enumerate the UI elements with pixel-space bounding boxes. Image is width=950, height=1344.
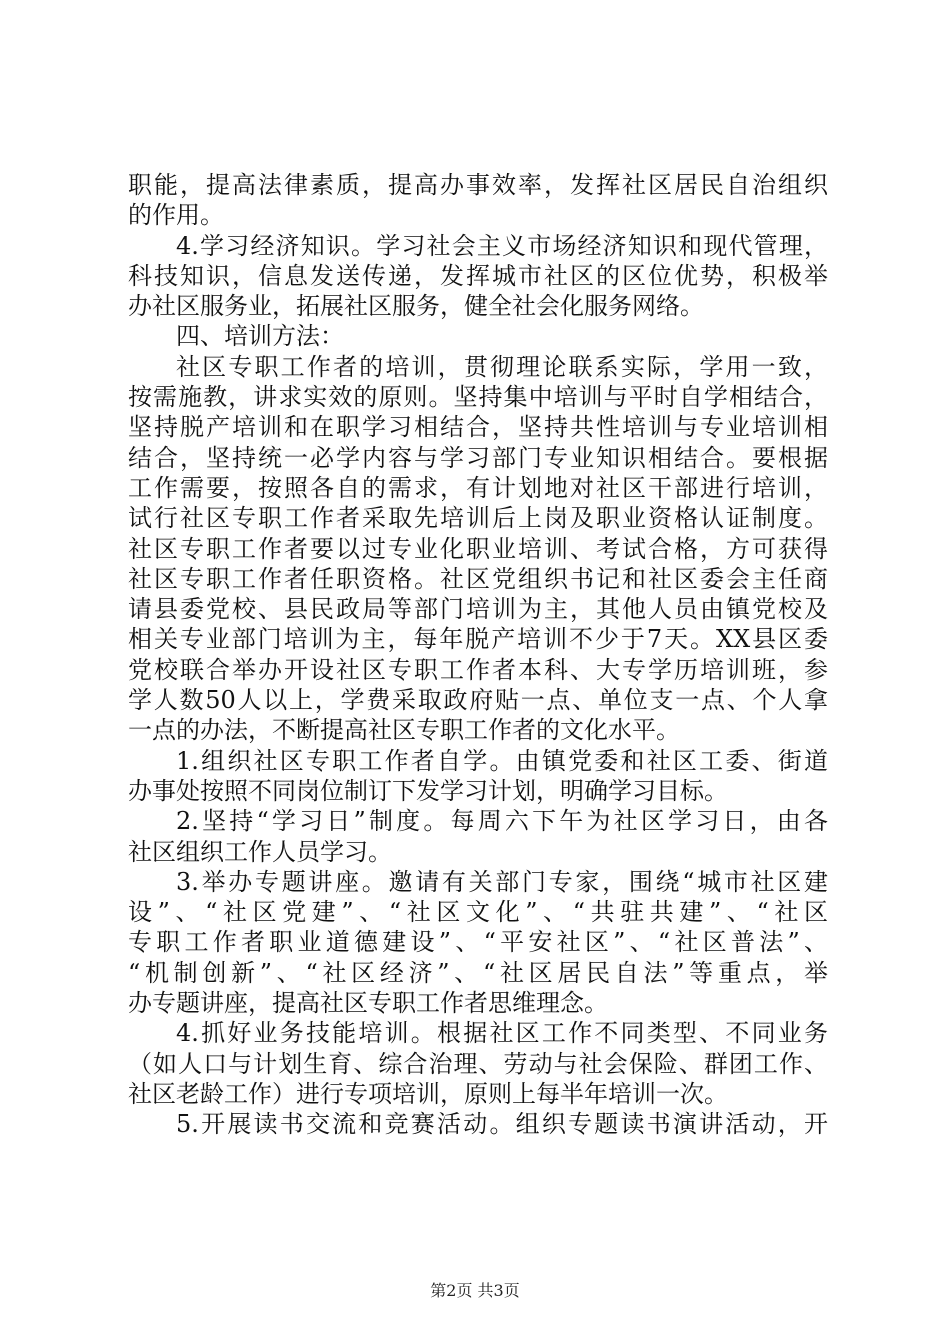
text-line: 社区老龄工作）进行专项培训，原则上每半年培训一次。 [128, 1079, 728, 1108]
text-line: 3.举办专题讲座。邀请有关部门专家，围绕“城市社区建 [176, 867, 828, 896]
text-line: 请县委党校、县民政局等部门培训为主，其他人员由镇党校及 [128, 595, 828, 624]
text-line: 1.组织社区专职工作者自学。由镇党委和社区工委、街道 [176, 746, 828, 775]
text-line: 社区专职工作者的培训，贯彻理论联系实际，学用一致， [176, 352, 828, 381]
text-line: 办事处按照不同岗位制订下发学习计划，明确学习目标。 [128, 776, 728, 805]
page-footer: 第2页 共3页 [430, 1281, 520, 1300]
text-line: 4.抓好业务技能培训。根据社区工作不同类型、不同业务 [176, 1019, 828, 1048]
body-text [128, 170, 828, 1140]
text-line: 工作需要，按照各自的需求，有计划地对社区干部进行培训， [128, 473, 828, 502]
text-line: 的作用。 [128, 201, 224, 230]
text-line: 社区专职工作者任职资格。社区党组织书记和社区委会主任商 [128, 564, 828, 593]
text-line: 专职工作者职业道德建设”、“平安社区”、“社区普法”、 [128, 928, 828, 957]
text-line: 坚持脱产培训和在职学习相结合，坚持共性培训与专业培训相 [128, 413, 828, 442]
text-line: 试行社区专职工作者采取先培训后上岗及职业资格认证制度。 [128, 504, 828, 533]
text-line: 4.学习经济知识。学习社会主义市场经济知识和现代管理， [176, 231, 828, 260]
text-line: 社区专职工作者要以过专业化职业培训、考试合格，方可获得 [128, 534, 828, 563]
text-line: 科技知识，信息发送传递，发挥城市社区的区位优势，积极举 [128, 261, 828, 290]
text-line: 党校联合举办开设社区专职工作者本科、大专学历培训班，参 [128, 655, 828, 684]
text-line: 5.开展读书交流和竞赛活动。组织专题读书演讲活动，开 [176, 1110, 828, 1139]
text-line: 办专题讲座，提高社区专职工作者思维理念。 [128, 989, 608, 1018]
text-line: 学人数50人以上，学费采取政府贴一点、单位支一点、个人拿 [128, 686, 828, 715]
text-line: 设”、“社区党建”、“社区文化”、“共驻共建”、“社区 [128, 898, 828, 927]
text-line: 社区组织工作人员学习。 [128, 837, 392, 866]
text-line: （如人口与计划生育、综合治理、劳动与社会保险、群团工作、 [128, 1049, 828, 1078]
text-line: 结合，坚持统一必学内容与学习部门专业知识相结合。要根据 [128, 443, 828, 472]
text-line: 相关专业部门培训为主，每年脱产培训不少于7天。XX县区委 [128, 625, 828, 654]
text-line: 按需施教，讲求实效的原则。坚持集中培训与平时自学相结合， [128, 383, 828, 412]
text-line: 办社区服务业，拓展社区服务，健全社会化服务网络。 [128, 292, 704, 321]
text-line: “机制创新”、“社区经济”、“社区居民自法”等重点，举 [128, 958, 828, 987]
text-line: 职能，提高法律素质，提高办事效率，发挥社区居民自治组织 [128, 171, 828, 199]
text-line: 一点的办法，不断提高社区专职工作者的文化水平。 [128, 716, 680, 745]
text-line: 2.坚持“学习日”制度。每周六下午为社区学习日，由各 [176, 807, 828, 836]
text-line: 四、培训方法： [176, 322, 344, 351]
